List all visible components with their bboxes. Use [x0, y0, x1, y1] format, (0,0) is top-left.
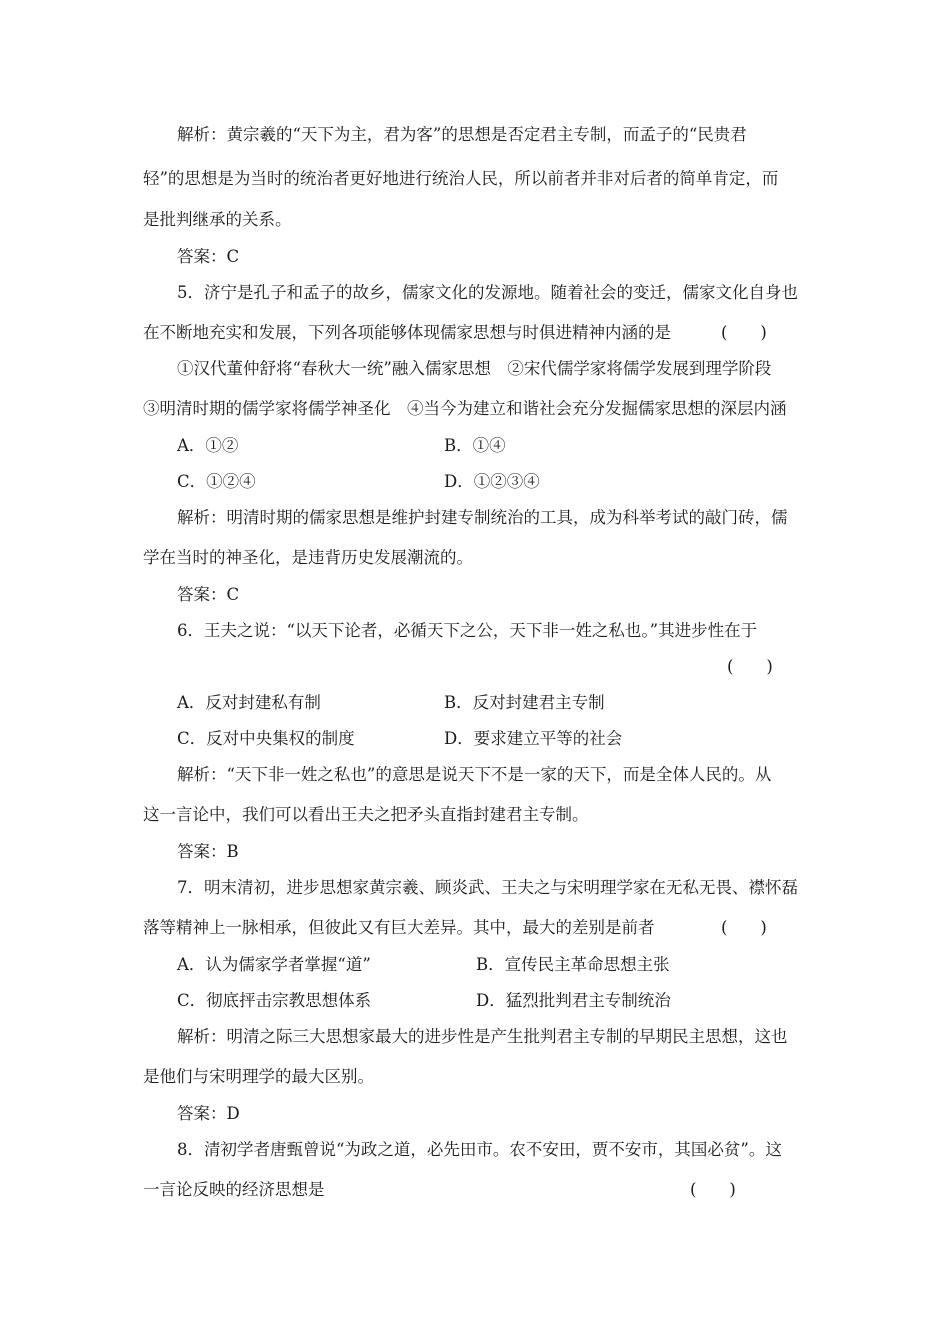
q4-analysis-line-3: 是批判继承的关系。	[143, 210, 292, 229]
q5-stem-line-2: 在不断地充实和发展，下列各项能够体现儒家思想与时俱进精神内涵的是	[143, 323, 671, 342]
q5-option-c: C．①②④	[177, 472, 256, 491]
q6-option-d: D．要求建立平等的社会	[444, 729, 623, 748]
q7-option-c: C．彻底抨击宗教思想体系	[177, 991, 372, 1010]
q7-answer-paren: ( )	[721, 918, 767, 937]
q5-option-a: A．①②	[177, 436, 239, 455]
q5-answer-paren: ( )	[721, 323, 767, 342]
q7-analysis-line-2: 是他们与宋明理学的最大区别。	[143, 1067, 374, 1086]
q4-analysis-line-2: 轻”的思想是为当时的统治者更好地进行统治人民，所以前者并非对后者的简单肯定，而	[143, 169, 779, 188]
q5-stem-line-1: 5．济宁是孔子和孟子的故乡，儒家文化的发源地。随着社会的变迁，儒家文化自身也	[177, 283, 798, 302]
q6-analysis-line-1: 解析：“天下非一姓之私也”的意思是说天下不是一家的天下，而是全体人民的。从	[177, 765, 772, 784]
q5-answer: 答案：C	[177, 585, 240, 604]
q5-option-b: B．①④	[444, 436, 506, 455]
q6-stem-line-1: 6．王夫之说：“以天下论者，必循天下之公，天下非一姓之私也。”其进步性在于	[177, 621, 758, 640]
q8-stem-line-1: 8．清初学者唐甄曾说“为政之道，必先田市。农不安田，贾不安市，其国必贫”。这	[177, 1140, 782, 1159]
q4-answer: 答案：C	[177, 247, 240, 266]
q7-analysis-line-1: 解析：明清之际三大思想家最大的进步性是产生批判君主专制的早期民主思想，这也	[177, 1027, 788, 1046]
q7-option-a: A．认为儒家学者掌握“道”	[177, 955, 371, 974]
q8-answer-paren: ( )	[690, 1180, 736, 1199]
q6-answer-paren: ( )	[727, 657, 773, 676]
q6-option-b: B．反对封建君主专制	[444, 693, 605, 712]
q6-option-a: A．反对封建私有制	[177, 693, 321, 712]
q7-option-d: D．猛烈批判君主专制统治	[476, 991, 671, 1010]
q6-analysis-line-2: 这一言论中，我们可以看出王夫之把矛头直指封建君主专制。	[143, 805, 589, 824]
q7-stem-line-1: 7．明末清初，进步思想家黄宗羲、顾炎武、王夫之与宋明理学家在无私无畏、襟怀磊	[177, 878, 798, 897]
q5-items-line-2: ③明清时期的儒学家将儒学神圣化 ④当今为建立和谐社会充分发掘儒家思想的深层内涵	[143, 399, 787, 418]
q8-stem-line-2: 一言论反映的经济思想是	[143, 1180, 325, 1199]
q7-answer: 答案：D	[177, 1104, 240, 1123]
q5-analysis-line-1: 解析：明清时期的儒家思想是维护封建专制统治的工具，成为科举考试的敲门砖，儒	[177, 508, 788, 527]
q4-analysis-line-1: 解析：黄宗羲的“天下为主，君为客”的思想是否定君主专制，而孟子的“民贵君	[177, 125, 747, 144]
q6-answer: 答案：B	[177, 842, 239, 861]
q5-analysis-line-2: 学在当时的神圣化，是违背历史发展潮流的。	[143, 548, 473, 567]
q6-option-c: C．反对中央集权的制度	[177, 729, 355, 748]
q5-items-line-1: ①汉代董仲舒将“春秋大一统”融入儒家思想 ②宋代儒学家将儒学发展到理学阶段	[177, 359, 772, 378]
q5-option-d: D．①②③④	[444, 472, 540, 491]
q7-option-b: B．宣传民主革命思想主张	[476, 955, 670, 974]
q7-stem-line-2: 落等精神上一脉相承，但彼此又有巨大差异。其中，最大的差别是前者	[143, 918, 655, 937]
